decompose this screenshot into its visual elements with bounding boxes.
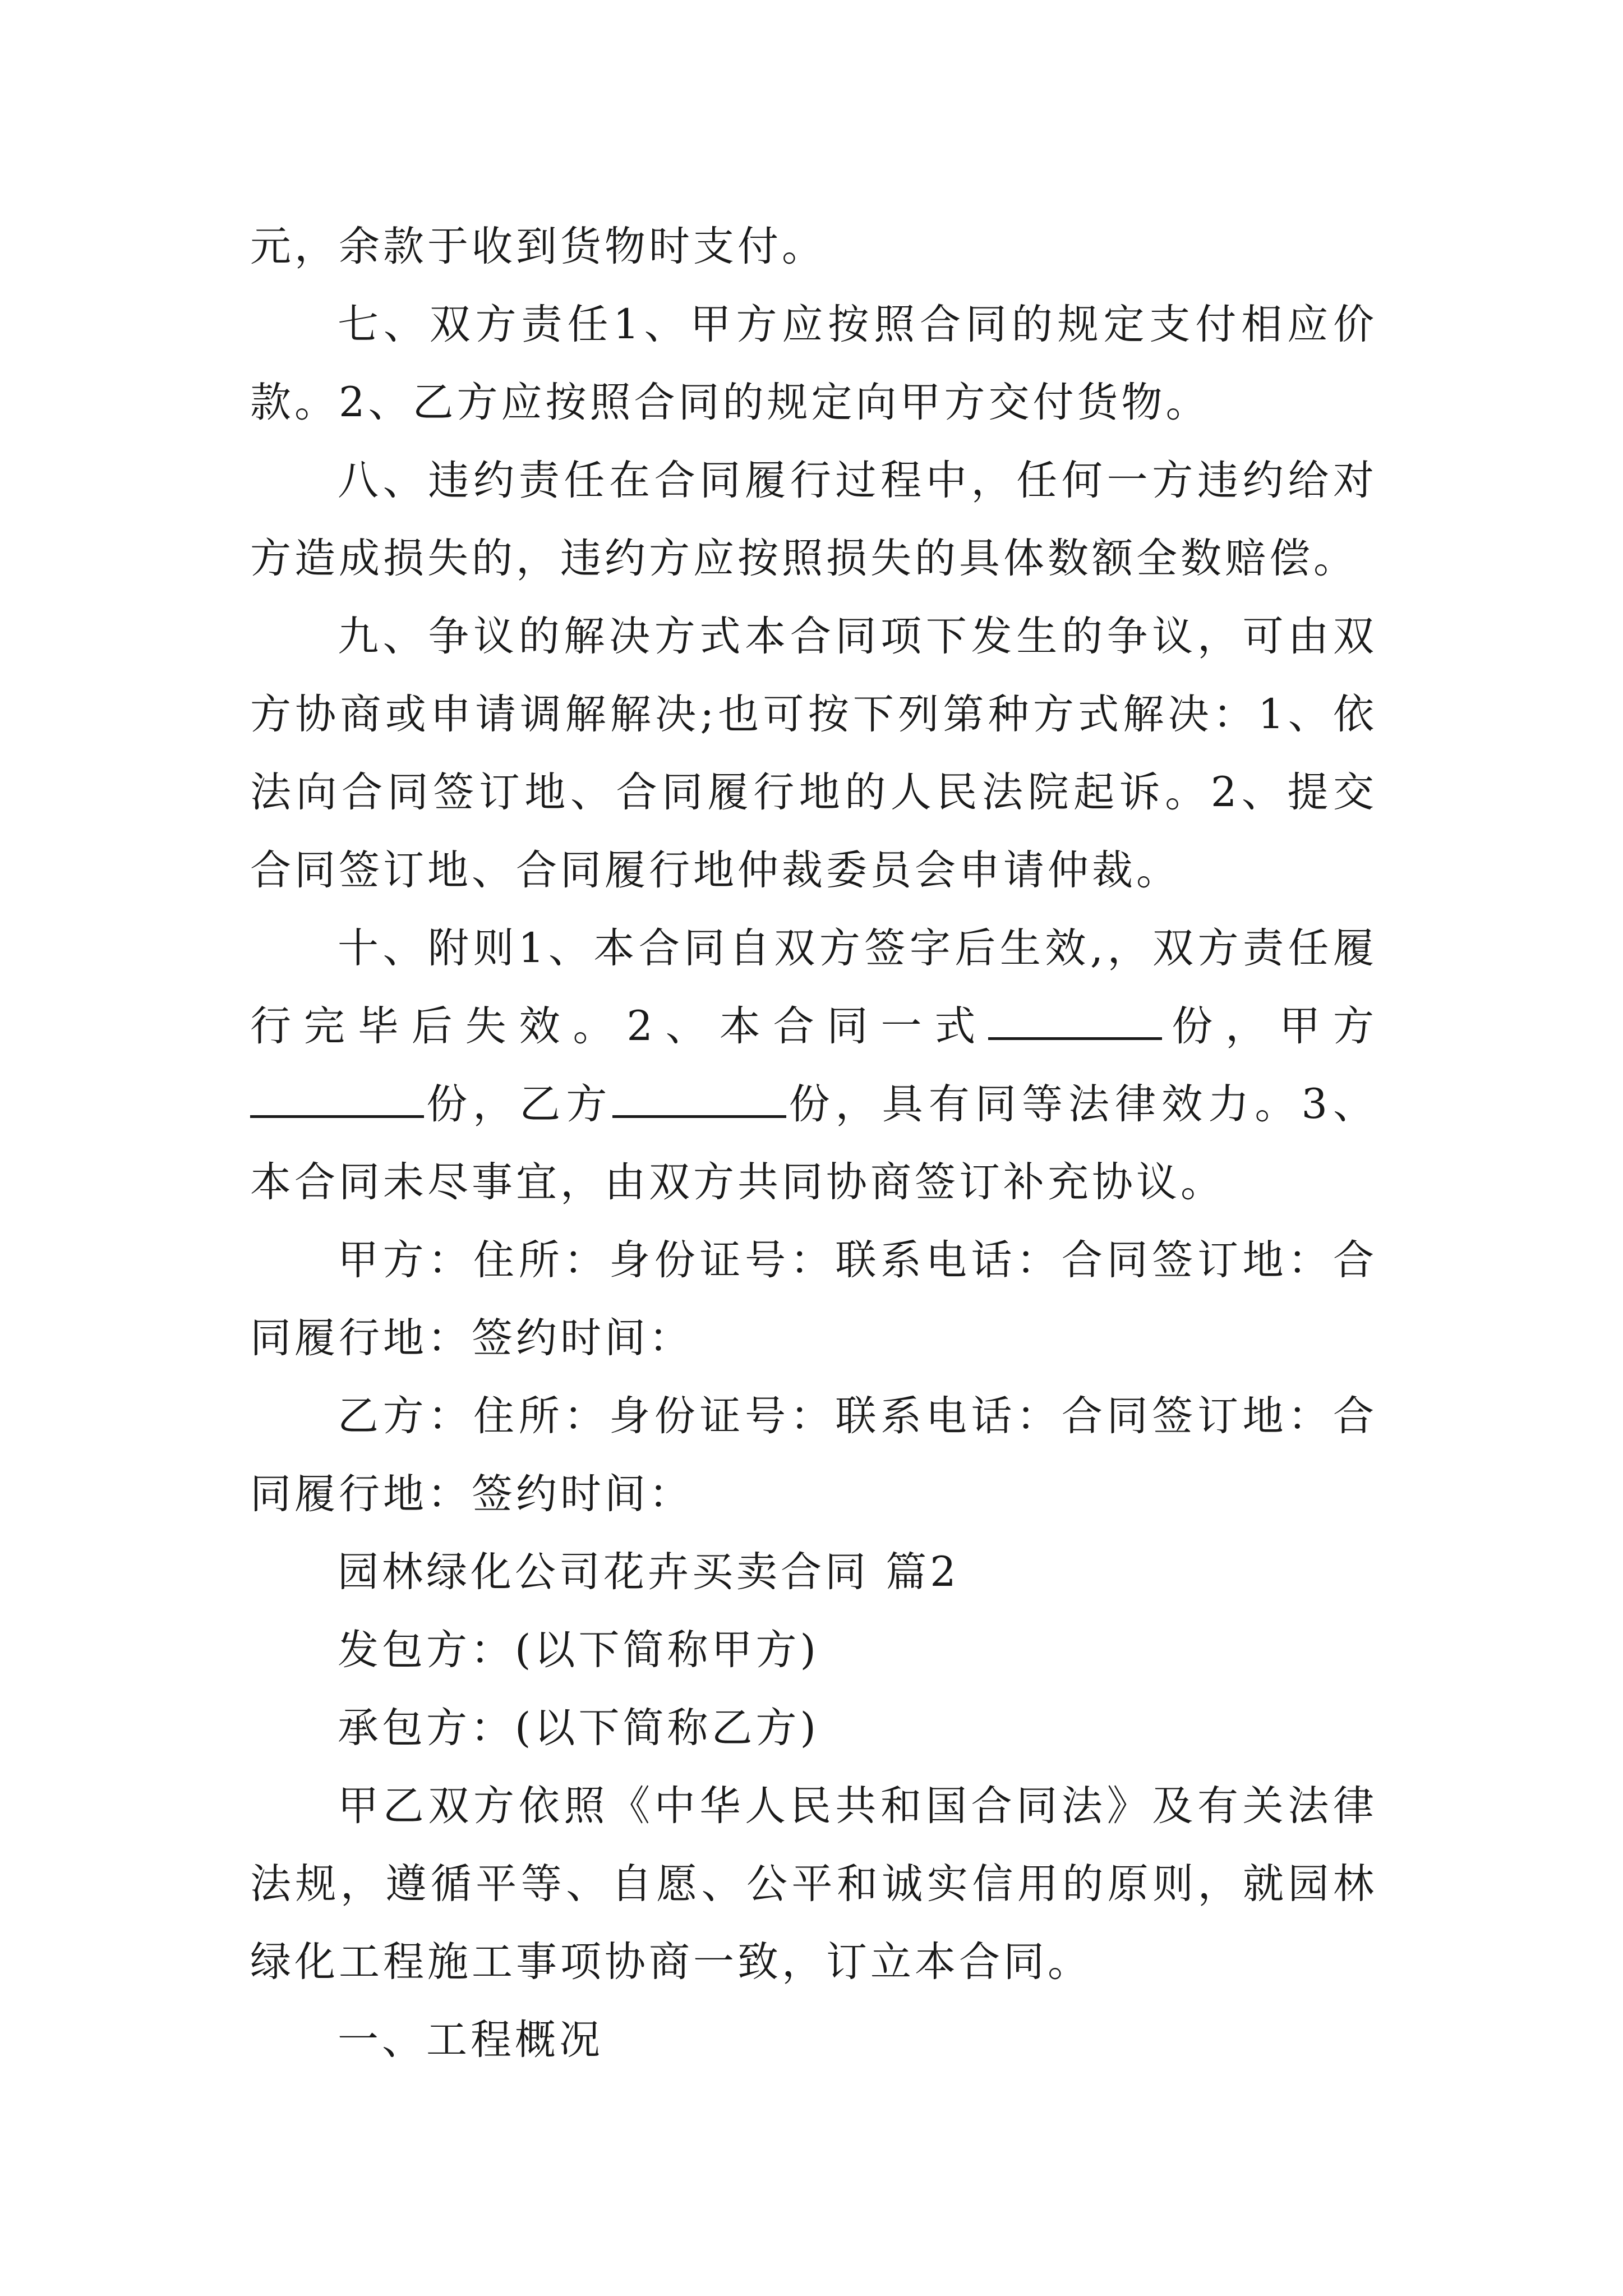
copies-party-b-blank: [612, 1076, 786, 1118]
paragraph-subcontractor: 承包方：(以下简称乙方): [338, 1704, 819, 1752]
section-ten-text-1: 十、附则1、本合同自双方签字后生效,，双方责任履行完毕后失效。2、本合同一式: [250, 924, 1377, 1050]
paragraph-section-eight: 八、违约责任在合同履行过程中，任何一方违约给对方造成损失的，违约方应按照损失的具体数额全数赔偿。: [250, 457, 1377, 582]
contract-title-part-2: 园林绿化公司花卉买卖合同 篇2: [338, 1548, 960, 1596]
document-body: [250, 208, 1377, 2079]
section-ten-text-3: 份，乙方: [424, 1080, 613, 1128]
paragraph-contractor: 发包方：(以下简称甲方): [338, 1626, 819, 1674]
paragraph-party-a-info: 甲方：住所：身份证号：联系电话：合同签订地：合同履行地：签约时间：: [250, 1236, 1377, 1362]
copies-party-a-blank: [250, 1076, 424, 1118]
section-ten-text-4: 份，具有同等法律效力。3、本合同未尽事宜，由双方共同协商签订补充协议。: [250, 1080, 1377, 1206]
section-ten-text-2: 份，甲方: [1162, 1002, 1378, 1050]
paragraph-section-seven: 七、双方责任1、甲方应按照合同的规定支付相应价款。2、乙方应按照合同的规定向甲方交付货物。: [250, 301, 1377, 426]
paragraph-preamble: 甲乙双方依照《中华人民共和国合同法》及有关法律法规，遵循平等、自愿、公平和诚实信用的原则，就园林绿化工程施工事项协商一致，订立本合同。: [250, 1782, 1377, 1986]
heading-project-overview: 一、工程概况: [338, 2016, 603, 2064]
copies-total-blank: [988, 998, 1162, 1040]
paragraph-section-ten: [250, 909, 1377, 1221]
paragraph-party-b-info: 乙方：住所：身份证号：联系电话：合同签订地：合同履行地：签约时间：: [250, 1392, 1377, 1518]
paragraph-section-nine: 九、争议的解决方式本合同项下发生的争议，可由双方协商或申请调解解决;也可按下列第种方式解决：1、依法向合同签订地、合同履行地的人民法院起诉。2、提交合同签订地、合同履行地仲裁委员会申请仲裁。: [250, 613, 1377, 894]
paragraph-payment-balance: 元，余款于收到货物时支付。: [250, 223, 826, 270]
